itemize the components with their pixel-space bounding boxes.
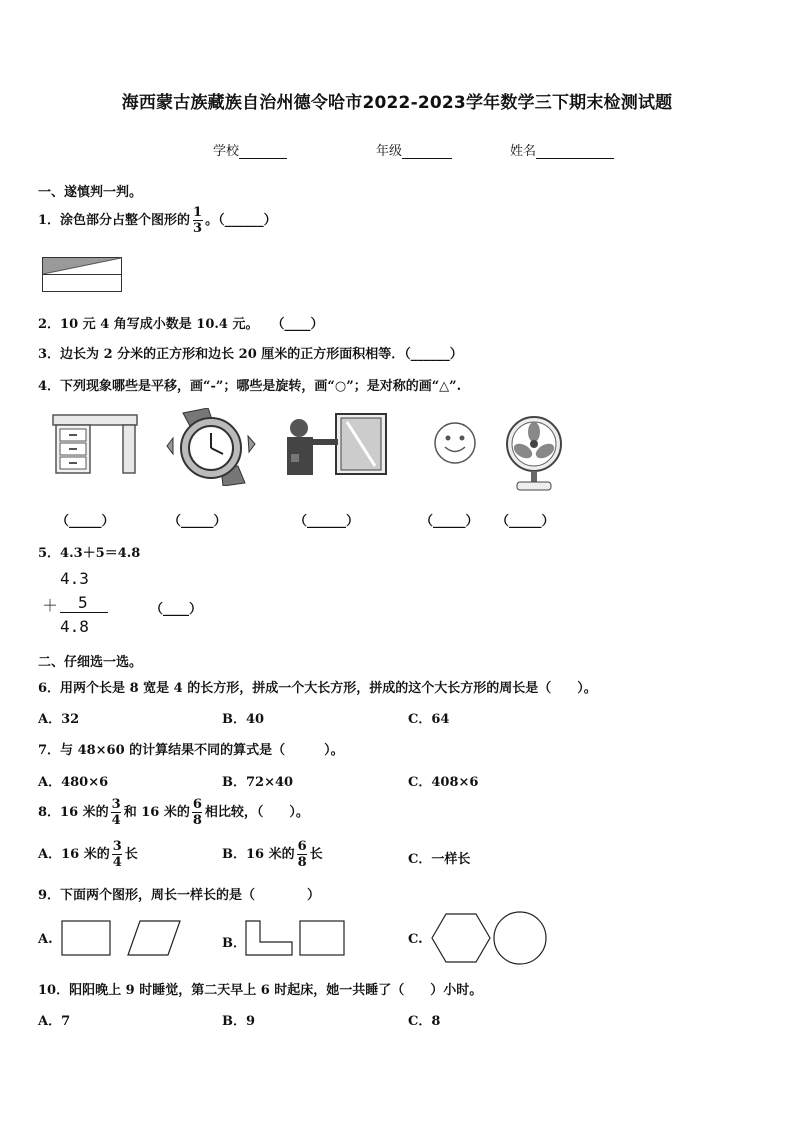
q4-answer-5[interactable]: （_____） [496, 514, 555, 529]
school-label: 学校 [213, 144, 240, 159]
q6-option-a[interactable]: A．32 [38, 712, 80, 727]
question-5: 5．4.3＋5＝4.8 [38, 546, 141, 561]
q8-option-c[interactable]: C．一样长 [408, 852, 471, 867]
q9-c-shapes [428, 910, 552, 968]
q5-plus-sign: ＋ [42, 596, 59, 615]
q8-text-c: 相比较，（ ）。 [204, 805, 309, 820]
question-3: 3．边长为 2 分米的正方形和边长 20 厘米的正方形面积相等．（______） [38, 347, 463, 362]
grade-label: 年级 [376, 144, 403, 159]
q8-a-num: 3 [112, 839, 122, 854]
q8-den-2: 8 [192, 813, 202, 828]
q8-b-pre: B．16 米的 [222, 847, 295, 862]
question-2: 2．10 元 4 角写成小数是 10.4 元。 （____） [38, 317, 324, 332]
section1-heading: 一、遂慎判一判。 [38, 185, 143, 200]
q4-answer-3[interactable]: （______） [294, 514, 360, 529]
q5-vertical-top: 4.3 [60, 569, 89, 588]
q10-option-b[interactable]: B．9 [222, 1014, 256, 1029]
question-8 [38, 798, 309, 828]
q6-option-c[interactable]: C．64 [408, 712, 450, 727]
q1-answer[interactable]: 。（______） [205, 213, 277, 228]
q8-a-fraction [112, 840, 123, 869]
q7-option-b[interactable]: B．72×40 [222, 775, 294, 790]
q1-denominator: 3 [193, 221, 203, 236]
question-6: 6．用两个长是 8 宽是 4 的长方形，拼成一个大长方形，拼成的这个大长方形的周长是（ ）。 [38, 681, 597, 696]
fan-image [503, 414, 565, 494]
q7-option-c[interactable]: C．408×6 [408, 775, 479, 790]
q8-num-1: 3 [111, 797, 121, 812]
q1-fraction [192, 206, 203, 235]
q9-a-shapes [60, 918, 184, 960]
q8-b-fraction [297, 840, 308, 869]
q1-figure [42, 257, 124, 293]
name-field [510, 140, 614, 159]
section2-heading: 二、仔细选一选。 [38, 655, 143, 670]
q5-vertical-bottom: 4.8 [60, 617, 89, 636]
q8-a-post: 长 [124, 847, 138, 862]
page-title: 海西蒙古族藏族自治州德令哈市2022-2023学年数学三下期末检测试题 [121, 93, 673, 113]
q8-a-den: 4 [112, 855, 122, 870]
q8-num-2: 6 [192, 797, 202, 812]
question-1 [38, 206, 277, 236]
q8-den-1: 4 [111, 813, 121, 828]
q5-answer[interactable]: （____） [150, 602, 203, 617]
q6-option-b[interactable]: B．40 [222, 712, 265, 727]
q1-numerator: 1 [193, 205, 203, 220]
q8-b-post: 长 [309, 847, 323, 862]
q8-text-a: 8．16 米的 [38, 805, 109, 820]
q8-b-num: 6 [297, 839, 307, 854]
q9-option-c[interactable]: C. [408, 932, 423, 947]
q8-text-b: 和 16 米的 [123, 805, 190, 820]
q4-answer-2[interactable]: （_____） [168, 514, 227, 529]
window-person-image [281, 412, 389, 476]
q10-option-a[interactable]: A．7 [38, 1014, 71, 1029]
q9-b-shapes [244, 918, 348, 960]
q5-vertical-mid: 5 [78, 593, 88, 612]
grade-field [376, 140, 452, 159]
question-7: 7．与 48×60 的计算结果不同的算式是（ ）。 [38, 743, 344, 758]
q8-b-den: 8 [297, 855, 307, 870]
q8-a-pre: A．16 米的 [38, 847, 110, 862]
question-4: 4．下列现象哪些是平移，画“-”；哪些是旋转，画“○”；是对称的画“△”. [38, 379, 462, 394]
school-blank[interactable] [239, 144, 287, 159]
name-blank[interactable] [536, 144, 614, 159]
q8-fraction-2 [192, 798, 203, 827]
q4-answer-4[interactable]: （_____） [420, 514, 479, 529]
question-10: 10．阳阳晚上 9 时睡觉，第二天早上 6 时起床，她一共睡了（ ）小时。 [38, 983, 483, 998]
q9-option-b[interactable]: B． [222, 936, 246, 951]
question-9: 9．下面两个图形，周长一样长的是（ ） [38, 888, 321, 903]
q7-option-a[interactable]: A．480×6 [38, 775, 109, 790]
q8-option-b[interactable] [222, 840, 323, 870]
q9-option-a[interactable]: A. [38, 932, 53, 947]
watch-image [163, 408, 258, 486]
desk-image [50, 412, 140, 476]
q8-option-a[interactable] [38, 840, 138, 870]
school-field [213, 140, 287, 159]
q1-text: 1．涂色部分占整个图形的 [38, 213, 191, 228]
q4-answer-1[interactable]: （_____） [56, 514, 115, 529]
q10-option-c[interactable]: C．8 [408, 1014, 441, 1029]
q5-line [60, 612, 108, 613]
name-label: 姓名 [510, 144, 537, 159]
q8-fraction-1 [111, 798, 122, 827]
grade-blank[interactable] [402, 144, 452, 159]
smiley-image [432, 420, 478, 466]
